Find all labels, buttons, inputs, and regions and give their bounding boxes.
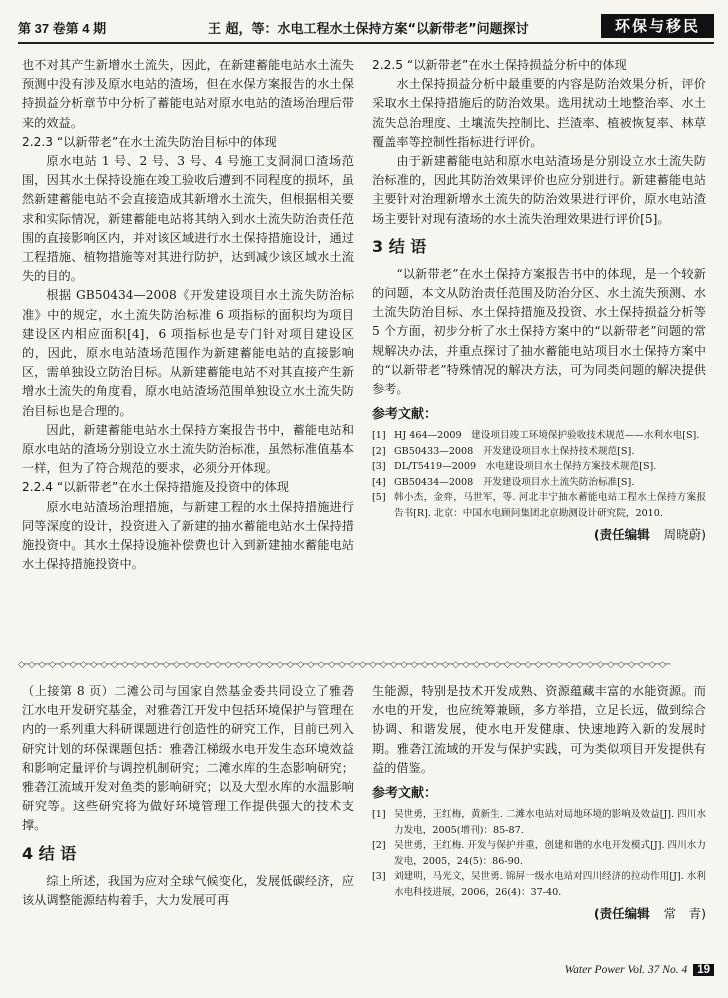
reference-list — [372, 807, 706, 900]
paragraph: 综上所述，我国为应对全球气候变化，发展低碳经济，应该从调整能源结构着手，大力发展可再 — [22, 873, 354, 907]
reference-item — [372, 807, 706, 838]
reference-number: [1] — [372, 809, 386, 821]
volume-issue: 第 37 卷第 4 期 — [18, 21, 107, 36]
reference-number: [2] — [372, 840, 386, 852]
journal-name: Water Power Vol. 37 No. 4 — [564, 964, 688, 976]
paragraph: （上接第 8 页）二滩公司与国家自然基金委共同设立了雅砻江水电开发研究基金，对雅砻江开发中包括环境保护与管理在内的一系列重大科研课题进行创造性的研究工作，目前已列入研究计划的环保课题包括：雅砻江梯级水电开发生态环境效益和影响定量评价与调控机制研究；二滩水库的生态影响研究；雅砻江流域开发对鱼类的影响研究；以及大型水库的水温影响研究等。这些研究将为做好环境管理工作提供强大的技术支撑。 — [22, 684, 354, 833]
editor-label: (责任编辑 — [593, 527, 650, 543]
reference-text: 吴世勇，王红梅. 开发与保护并重，创建和谐的水电开发模式[J]. 四川水力发电，2005，24(5)：86-90. — [394, 840, 706, 867]
reference-number: [2] — [372, 445, 386, 457]
article-column-left — [22, 56, 354, 574]
editor-name: 常 青) — [663, 906, 706, 922]
reference-text: 刘建明，马光文，吴世勇. 锦屏一级水电站对四川经济的拉动作用[J]. 水利水电科技进展，2006，26(4)：37-40. — [394, 871, 706, 898]
paragraph: “以新带老”在水土保持方案报告书中的体现，是一个较新的问题，本文从防治责任范围及防治分区、水土流失预测、水土流失防治目标、水土保持措施及投资、水土保持损益分析等 5 个方面，初步分析了水土保持方案中的“以新带老”问题的常规解决办法，并重点探讨了抽水蓄能电站项目水土保持方案中的“以新带老”特殊情况的解决方法，可为同类问题的解决提供参考。 — [372, 266, 706, 397]
reference-number: [3] — [372, 871, 386, 883]
references-heading: 参考文献： — [372, 786, 438, 802]
reference-list — [372, 428, 706, 521]
page-footer — [565, 964, 714, 976]
reference-item — [372, 444, 706, 460]
editor-credit — [372, 525, 706, 544]
reference-text: HJ 464—2009 建设项目竣工环境保护验收技术规范——水利水电[S]. — [394, 430, 700, 442]
paragraph: 原水电站 1 号、2 号、3 号、4 号施工支洞洞口渣场范围，因其水土保持设施在竣工验收后遭到不同程度的损坏，虽然新建蓄能电站不会直接造成其新增水土流失，但根据相关要求和实际情况，新建蓄能电站将其纳入到水土流失防治责任范围的直接影响区内，并对该区域进行水土保持措施设计，通过工程措施、植物措施等对其进行防护，达到减少该区域水土流失的目的。 — [22, 154, 354, 284]
section-heading: 4 结 语 — [22, 843, 77, 863]
paragraph: 原水电站渣场治理措施，与新建工程的水土保持措施进行同等深度的设计，投资进入了新建的抽水蓄能电站水土保持措施投资中。其水土保持设施补偿费也计入到新建抽水蓄能电站水土保持措施投资中。 — [22, 499, 354, 572]
reference-text: GB50434—2008 开发建设项目水土流失防治标准[S]. — [394, 476, 635, 488]
reference-number: [1] — [372, 430, 386, 442]
subsection-heading: 2.2.3 “以新带老”在水土流失防治目标中的体现 — [22, 134, 277, 149]
section-heading: 3 结 语 — [372, 236, 427, 256]
page-number: 19 — [693, 964, 714, 976]
running-title: 王 超，等：水电工程水土保持方案“以新带老”问题探讨 — [208, 22, 529, 37]
section-brand: 环保与移民 — [601, 14, 714, 38]
header-rule — [18, 42, 714, 44]
paragraph: 也不对其产生新增水土流失，因此，在新建蓄能电站水土流失预测中没有涉及原水电站的渣场，但在水保方案报告的水土保持损益分析章节中分析了蓄能电站对原水电站的渣场治理后带来的效益。 — [22, 58, 354, 130]
references-heading: 参考文献： — [372, 407, 438, 423]
subsection-heading: 2.2.4 “以新带老”在水土保持措施及投资中的体现 — [22, 480, 289, 495]
paragraph: 因此，新建蓄能电站水土保持方案报告书中，蓄能电站和原水电站的渣场分别设立水土流失防治标准，虽然标准值基本一样，但为了符合规范的要求，必须分开体现。 — [22, 422, 354, 476]
editor-name: 周晓蔚) — [663, 527, 706, 543]
references — [372, 784, 706, 923]
reference-text: GB50433—2008 开发建设项目水土保持技术规范[S]. — [394, 445, 635, 457]
editor-credit — [372, 904, 706, 923]
continued-column-right — [372, 682, 706, 923]
references — [372, 405, 706, 544]
reference-number: [3] — [372, 461, 386, 473]
paragraph: 由于新建蓄能电站和原水电站渣场是分别设立水土流失防治标准的，因此其防治效果评价也应分别进行。新建蓄能电站主要针对治理新增水土流失的防治效果进行评价，原水电站渣场主要针对现有渣场的水土流失治理效果进行评价[5]。 — [372, 154, 706, 226]
reference-number: [5] — [372, 492, 386, 504]
reference-item — [372, 838, 706, 869]
paragraph: 生能源，特别是技术开发成熟、资源蕴藏丰富的水能资源。而水电的开发，也应统筹兼顾，多方举措，立足长远，做到综合协调、和谐发展，使水电开发健康、快速地跨入新的发展时期。雅砻江流域的开发与保护实践，可为类似项目开发提供有益的借鉴。 — [372, 684, 706, 775]
reference-item — [372, 428, 706, 444]
reference-item — [372, 475, 706, 491]
reference-number: [4] — [372, 476, 386, 488]
editor-label: (责任编辑 — [593, 906, 650, 922]
continued-column-left — [22, 682, 354, 910]
reference-item — [372, 869, 706, 900]
reference-text: 吴世勇，王红梅，黄新生. 二滩水电站对局地环境的影响及效益[J]. 四川水力发电，2005(增刊)：85-87. — [394, 809, 706, 836]
section-divider: ◇─◇─◇─◇─◇─◇─◇─◇─◇─◇─◇─◇─◇─◇─◇─◇─◇─◇─◇─◇─◇─◇─◇─◇─◇─◇─◇─◇─◇─◇─◇─◇─◇─◇─◇─◇─◇─◇─◇─◇─◇─◇─◇─◇─◇─◇─◇─◇─◇─◇─◇─◇─◇─◇─◇─◇─◇─◇─◇─◇─◇─◇─◇─ — [18, 660, 670, 670]
subsection-heading: 2.2.5 “以新带老”在水土保持损益分析中的体现 — [372, 58, 627, 72]
reference-item — [372, 490, 706, 521]
running-header — [18, 14, 714, 40]
paragraph: 水土保持损益分析中最重要的内容是防治效果分析，评价采取水土保持措施后的防治效果。选用扰动土地整治率、水土流失总治理度、土壤流失控制比、拦渣率、植被恢复率、林草覆盖率等控制性指标进行评价。 — [372, 77, 706, 149]
reference-text: DL/T5419—2009 水电建设项目水土保持方案技术规范[S]. — [394, 461, 657, 473]
paragraph: 根据 GB50434—2008《开发建设项目水土流失防治标准》中的规定，水土流失防治标准 6 项指标的面积均为项目建设区内相应面积[4]，6 项指标也是专门针对项目建设区的，因此，原水电站渣场范围作为新建蓄能电站的直接影响区，需单独设立防治目标。从新建蓄能电站不对其直接产生新增水土流失的角度看，原水电站渣场范围单独设立水土流失防治目标也是合理的。 — [22, 288, 354, 418]
reference-item — [372, 459, 706, 475]
reference-text: 韩小杰，金弈，马世军，等. 河北丰宁抽水蓄能电站工程水土保持方案报告书[R]. 北京：中国水电顾问集团北京勘测设计研究院，2010. — [394, 492, 706, 519]
article-column-right — [372, 56, 706, 545]
